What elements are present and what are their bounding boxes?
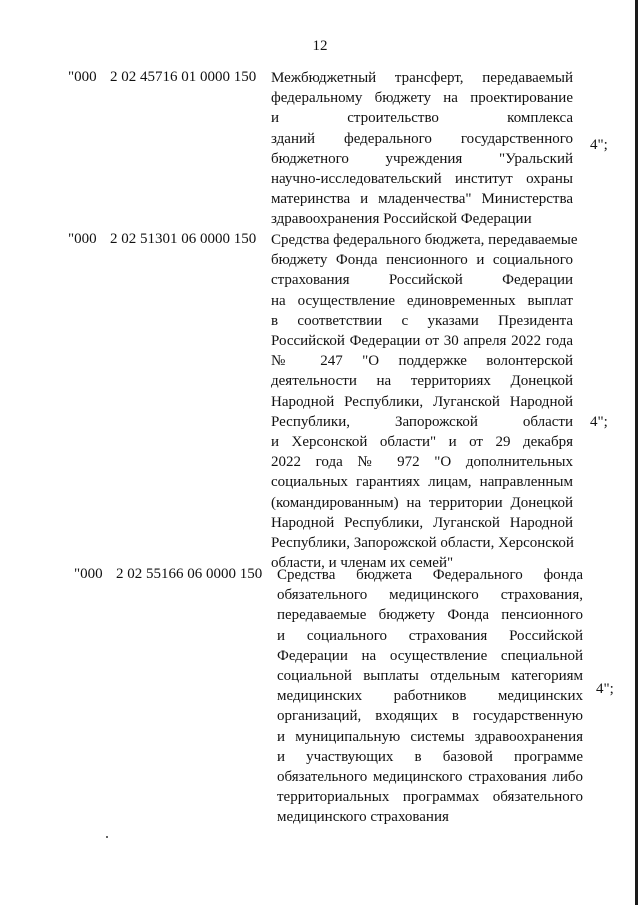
description-line: и социального страхования Российской [277,627,583,644]
budget-code [74,565,262,584]
description-line: федеральному бюджету на проектирование [271,90,573,107]
description-line: Федерации на осуществление специальной [277,647,583,664]
code-number: 2 02 55166 06 0000 150 [116,566,263,582]
description-line: обязательного медицинского страхования, [277,587,583,604]
budget-code [68,230,256,249]
description-line: Межбюджетный трансферт, передаваемый [271,70,573,86]
description-line: области, и членам их семей" [271,555,454,572]
description-line: Народной Республики, Луганской Народной [271,393,573,410]
description-line: и Херсонской области" и от 29 декабря [271,434,573,451]
code-prefix: "000 [68,69,97,85]
page-edge-border [635,0,638,905]
entry-suffix: 4"; [596,681,614,697]
entry-suffix: 4"; [590,414,608,430]
entry-description [271,230,578,573]
description-line: бюджету Фонда пенсионного и социального [271,252,573,269]
description-line: Республики, Запорожской области, Херсонской [271,535,574,552]
description-line: и строительство комплекса [271,110,573,127]
description-line: в соответствии с указами Президента [271,312,573,329]
description-line: медицинского страхования [277,809,449,826]
description-line: материнства и младенчества" Министерства [271,191,573,208]
description-line: и участвующих в базовой программе [277,748,583,765]
entry-suffix: 4"; [590,137,608,153]
code-prefix: "000 [74,566,103,582]
description-line: зданий федерального государственного [271,130,573,147]
description-line: обязательного медицинского страхования либо [277,769,583,786]
description-line: территориальных программах обязательного [277,789,583,806]
description-line: научно-исследовательский институт охраны [271,171,573,188]
description-line: (командированным) на территории Донецкой [271,494,573,511]
description-line: № 247 "О поддержке волонтерской [271,353,573,370]
description-line: 2022 года № 972 "О дополнительных [271,454,573,471]
description-line: здравоохранения Российской Федерации [271,211,532,228]
description-line: социальных гарантиях лицам, направленным [271,474,573,491]
code-prefix: "000 [68,231,97,247]
description-line: Народной Республики, Луганской Народной [271,514,573,531]
description-line: бюджетного учреждения "Уральский [271,150,573,167]
description-line: на осуществление единовременных выплат [271,292,573,309]
description-line: Средства бюджета Федерального фонда [277,567,583,583]
description-line: организаций, входящих в государственную [277,708,583,725]
description-line: и муниципальную системы здравоохранения [277,728,583,745]
code-number: 2 02 51301 06 0000 150 [110,231,257,247]
description-line: Российской Федерации от 30 апреля 2022 года [271,333,573,350]
description-line: страхования Российской Федерации [271,272,573,289]
entry-description [277,565,583,828]
description-line: медицинских работников медицинских [277,688,583,705]
scan-speck [106,836,108,838]
description-line: Республики, Запорожской области [271,413,573,430]
code-number: 2 02 45716 01 0000 150 [110,69,257,85]
description-line: социальной выплаты отдельным категориям [277,668,583,685]
page-number: 12 [312,38,328,54]
description-line: Средства федерального бюджета, передаваемые [271,232,578,248]
entry-description [271,68,573,230]
description-line: передаваемые бюджету Фонда пенсионного [277,607,583,624]
description-line: деятельности на территориях Донецкой [271,373,573,390]
budget-code [68,68,256,87]
